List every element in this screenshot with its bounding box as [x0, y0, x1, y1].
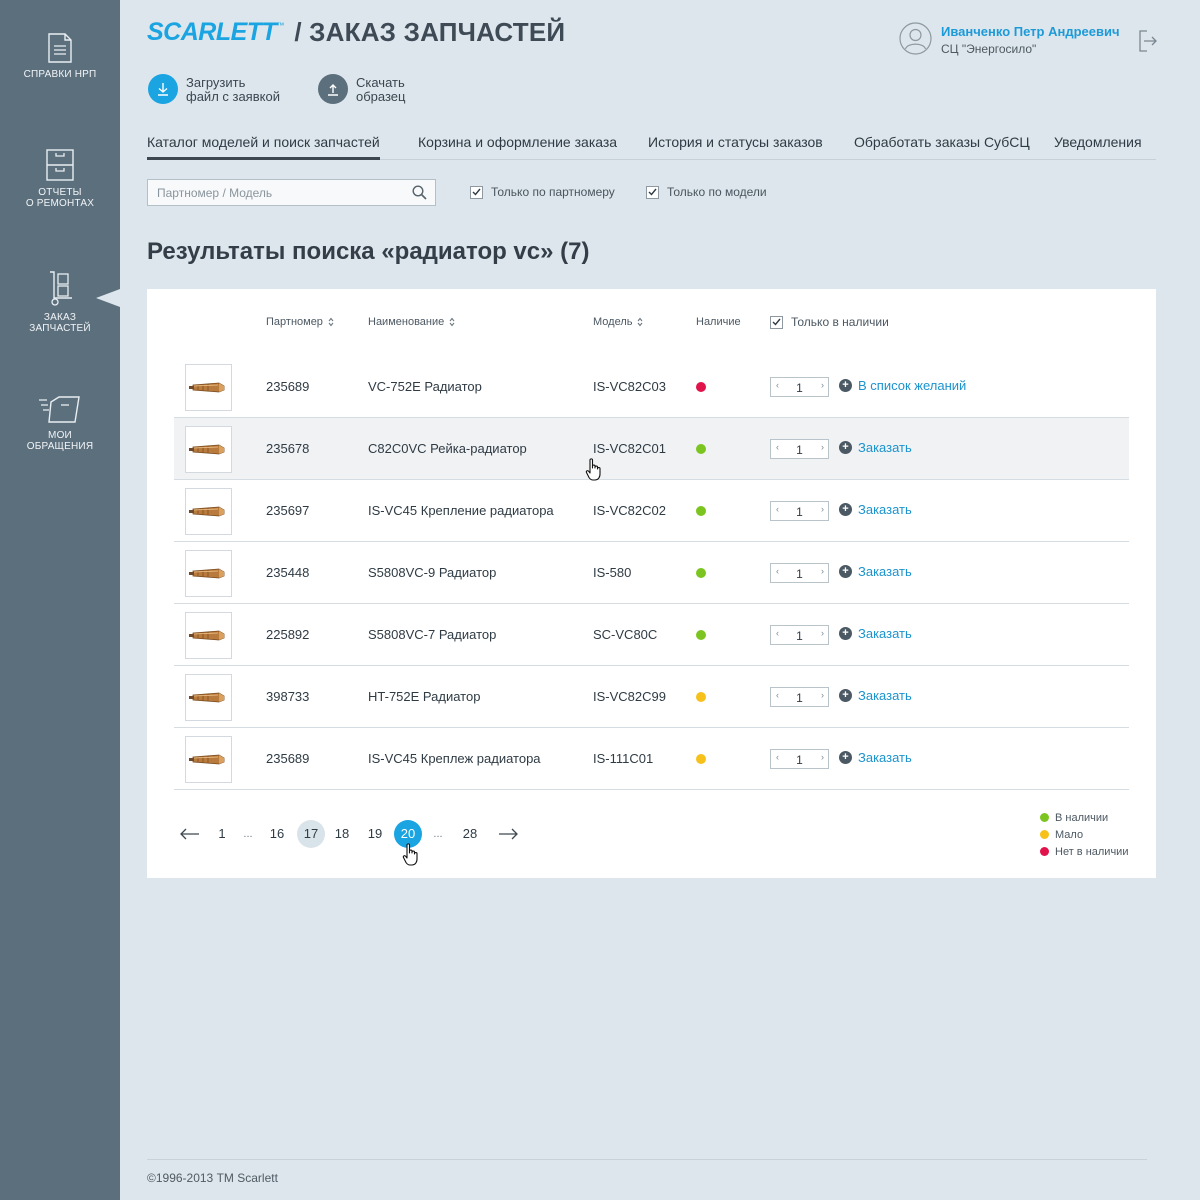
quantity-value[interactable]: 1: [796, 567, 803, 581]
plus-icon: +: [839, 441, 852, 454]
page-link[interactable]: 16: [269, 826, 285, 841]
sort-icon[interactable]: [637, 317, 643, 327]
cell-name: C82C0VC Рейка-радиатор: [368, 441, 527, 456]
only-partnumber-checkbox[interactable]: [470, 185, 615, 199]
availability-status-dot: [696, 692, 706, 702]
upload-icon: [148, 74, 178, 104]
cell-partnumber: 235448: [266, 565, 310, 580]
checkbox-box[interactable]: [646, 186, 659, 199]
cell-partnumber: 235689: [266, 379, 310, 394]
checkmark-icon: [648, 188, 657, 196]
search-icon[interactable]: [412, 185, 427, 200]
tray-icon: [37, 396, 83, 424]
decrement-chevron-icon[interactable]: ‹: [776, 752, 779, 762]
cabinet-icon: [45, 149, 75, 181]
availability-status-dot: [696, 754, 706, 764]
checkmark-icon: [472, 188, 481, 196]
order-action-label: Заказать: [858, 502, 912, 517]
only-model-label: Только по модели: [667, 185, 767, 199]
cell-model: IS-580: [593, 565, 632, 580]
sort-icon[interactable]: [449, 317, 455, 327]
only-available-checkbox[interactable]: [770, 315, 889, 329]
page-ellipsis: ...: [433, 828, 443, 840]
download-sample-icon: [318, 74, 348, 104]
user-profile[interactable]: [899, 22, 1120, 56]
part-thumbnail[interactable]: [185, 426, 232, 473]
cell-name: IS-VC45 Крепление радиатора: [368, 503, 554, 518]
user-name[interactable]: Иванченко Петр Андреевич: [941, 24, 1120, 39]
part-image: [186, 551, 231, 596]
increment-chevron-icon[interactable]: ›: [821, 380, 824, 390]
page-link[interactable]: 19: [367, 826, 383, 841]
cell-model: IS-VC82C01: [593, 441, 666, 456]
part-image: [186, 737, 231, 782]
search-box: [147, 179, 436, 206]
tab-subsc-orders[interactable]: Обработать заказы СубСЦ: [854, 134, 1030, 150]
order-action-label: Заказать: [858, 626, 912, 641]
cell-partnumber: 225892: [266, 627, 310, 642]
decrement-chevron-icon[interactable]: ‹: [776, 504, 779, 514]
table-row[interactable]: [174, 604, 1129, 666]
order-action-label: Заказать: [858, 564, 912, 579]
part-thumbnail[interactable]: [185, 736, 232, 783]
quantity-stepper[interactable]: [770, 749, 829, 769]
legend-item-low: [1040, 826, 1128, 843]
upload-order-file-button[interactable]: [148, 74, 280, 104]
quantity-value[interactable]: 1: [796, 505, 803, 519]
cell-model: SC-VC80C: [593, 627, 658, 642]
quantity-stepper[interactable]: [770, 439, 829, 459]
quantity-value[interactable]: 1: [796, 753, 803, 767]
part-image: [186, 675, 231, 720]
order-button[interactable]: [839, 688, 912, 703]
footer-copyright: ©1996-2013 ТМ Scarlett: [147, 1171, 278, 1185]
plus-icon: +: [839, 503, 852, 516]
order-action-label: Заказать: [858, 750, 912, 765]
quantity-stepper[interactable]: [770, 501, 829, 521]
cell-name: S5808VC-9 Радиатор: [368, 565, 497, 580]
results-heading: Результаты поиска «радиатор vc» (7): [147, 238, 590, 265]
quantity-stepper[interactable]: [770, 377, 829, 397]
legend-label: В наличии: [1055, 811, 1109, 824]
increment-chevron-icon[interactable]: ›: [821, 752, 824, 762]
results-panel: [147, 289, 1156, 878]
sort-icon[interactable]: [328, 317, 334, 327]
cell-name: IS-VC45 Креплеж радиатора: [368, 751, 541, 766]
checkmark-icon: [772, 318, 781, 326]
availability-status-dot: [696, 568, 706, 578]
order-action-label: Заказать: [858, 688, 912, 703]
column-header-label: Партномер: [266, 316, 323, 328]
order-action-label: Заказать: [858, 440, 912, 455]
availability-status-dot: [696, 630, 706, 640]
part-image: [186, 427, 231, 472]
page-header: [147, 17, 565, 47]
legend-item-in-stock: [1040, 809, 1128, 826]
hand-truck-icon: [45, 270, 75, 306]
sidebar-item-label: ЗАКАЗ ЗАПЧАСТЕЙ: [29, 312, 91, 334]
plus-icon: +: [839, 689, 852, 702]
part-image: [186, 489, 231, 534]
legend-item-out-of-stock: [1040, 843, 1128, 860]
availability-legend: [1040, 809, 1128, 860]
part-image: [186, 613, 231, 658]
only-partnumber-label: Только по партномеру: [491, 185, 615, 199]
tab-bar: [147, 134, 1156, 160]
legend-label: Нет в наличии: [1055, 845, 1129, 858]
cell-partnumber: 235689: [266, 751, 310, 766]
logout-icon[interactable]: [1138, 30, 1158, 52]
sidebar-active-indicator: [96, 289, 120, 307]
legend-dot: [1040, 830, 1049, 839]
tab-cart[interactable]: Корзина и оформление заказа: [418, 134, 618, 150]
column-header-partnumber[interactable]: [266, 316, 334, 328]
column-header-label: Модель: [593, 316, 633, 328]
plus-icon: +: [839, 751, 852, 764]
quantity-stepper[interactable]: [770, 625, 829, 645]
increment-chevron-icon[interactable]: ›: [821, 566, 824, 576]
cell-name: S5808VC-7 Радиатор: [368, 627, 497, 642]
legend-label: Мало: [1055, 828, 1084, 841]
sidebar-item-label: ОТЧЕТЫ О РЕМОНТАХ: [25, 187, 95, 209]
increment-chevron-icon[interactable]: ›: [821, 442, 824, 452]
decrement-chevron-icon[interactable]: ‹: [776, 442, 779, 452]
increment-chevron-icon[interactable]: ›: [821, 690, 824, 700]
plus-icon: +: [839, 379, 852, 392]
cell-model: IS-VC82C02: [593, 503, 666, 518]
availability-status-dot: [696, 444, 706, 454]
decrement-chevron-icon[interactable]: ‹: [776, 566, 779, 576]
table-row[interactable]: [174, 418, 1129, 480]
quantity-stepper[interactable]: [770, 563, 829, 583]
page-title: / ЗАКАЗ ЗАПЧАСТЕЙ: [294, 16, 566, 47]
part-thumbnail[interactable]: [185, 612, 232, 659]
page-link[interactable]: 1: [218, 826, 226, 841]
download-button-label: Скачать образец: [356, 75, 406, 104]
table-row[interactable]: [174, 728, 1129, 790]
part-thumbnail[interactable]: [185, 488, 232, 535]
quantity-value[interactable]: 1: [796, 629, 803, 643]
page-link[interactable]: 18: [334, 826, 350, 841]
cell-model: IS-VC82C99: [593, 689, 666, 704]
part-image: [186, 365, 231, 410]
part-thumbnail[interactable]: [185, 674, 232, 721]
page-ellipsis: ...: [243, 828, 253, 840]
prev-page-arrow-icon[interactable]: [179, 820, 201, 848]
cell-model: IS-VC82C03: [593, 379, 666, 394]
sidebar-item-my-requests[interactable]: [0, 396, 120, 452]
quantity-value[interactable]: 1: [796, 443, 803, 457]
tab-history[interactable]: История и статусы заказов: [648, 134, 823, 150]
sidebar: [0, 0, 120, 1200]
order-button[interactable]: [839, 750, 912, 765]
quantity-value[interactable]: 1: [796, 691, 803, 705]
order-button[interactable]: [839, 440, 912, 455]
page-link-current[interactable]: 17: [297, 820, 325, 848]
increment-chevron-icon[interactable]: ›: [821, 504, 824, 514]
column-header-name[interactable]: [368, 316, 455, 328]
cell-name: HT-752E Радиатор: [368, 689, 481, 704]
footer-divider: [147, 1159, 1147, 1160]
part-thumbnail[interactable]: [185, 550, 232, 597]
order-action-label: В список желаний: [858, 378, 967, 393]
sidebar-item-repair-reports[interactable]: [0, 149, 120, 209]
checkbox-box[interactable]: [470, 186, 483, 199]
table-row[interactable]: [174, 356, 1129, 418]
order-button[interactable]: [839, 626, 912, 641]
cell-model: IS-111C01: [593, 751, 654, 766]
search-input[interactable]: [148, 180, 398, 205]
table-row[interactable]: [174, 542, 1129, 604]
availability-status-dot: [696, 506, 706, 516]
decrement-chevron-icon[interactable]: ‹: [776, 628, 779, 638]
brand-logo[interactable]: SCARLETT: [147, 17, 277, 46]
upload-button-label: Загрузить файл с заявкой: [186, 75, 280, 104]
legend-dot: [1040, 847, 1049, 856]
document-icon: [47, 33, 73, 63]
download-sample-button[interactable]: [318, 74, 405, 104]
checkbox-box[interactable]: [770, 316, 783, 329]
quantity-value[interactable]: 1: [796, 381, 803, 395]
table-row[interactable]: [174, 666, 1129, 728]
cell-partnumber: 235678: [266, 441, 310, 456]
cell-partnumber: 235697: [266, 503, 310, 518]
sidebar-item-label: СПРАВКИ НРП: [23, 69, 97, 80]
sidebar-item-label: МОИ ОБРАЩЕНИЯ: [26, 430, 94, 452]
decrement-chevron-icon[interactable]: ‹: [776, 380, 779, 390]
cell-name: VC-752E Радиатор: [368, 379, 482, 394]
increment-chevron-icon[interactable]: ›: [821, 628, 824, 638]
quantity-stepper[interactable]: [770, 687, 829, 707]
user-avatar-icon: [899, 22, 932, 55]
tab-catalog[interactable]: Каталог моделей и поиск запчастей: [147, 134, 380, 160]
column-header-model[interactable]: [593, 316, 643, 328]
cell-partnumber: 398733: [266, 689, 310, 704]
page-link-selected[interactable]: 20: [394, 820, 422, 848]
plus-icon: +: [839, 627, 852, 640]
column-header-label: Наименование: [368, 316, 445, 328]
order-button[interactable]: [839, 564, 912, 579]
only-available-label: Только в наличии: [791, 315, 889, 329]
page-link[interactable]: 28: [462, 826, 478, 841]
next-page-arrow-icon[interactable]: [497, 820, 519, 848]
table-row[interactable]: [174, 480, 1129, 542]
legend-dot: [1040, 813, 1049, 822]
trademark-mark: ™: [276, 20, 285, 30]
user-organization: СЦ "Энергосило": [941, 42, 1037, 56]
column-header-availability: Наличие: [696, 316, 741, 328]
decrement-chevron-icon[interactable]: ‹: [776, 690, 779, 700]
only-model-checkbox[interactable]: [646, 185, 767, 199]
add-to-wishlist-button[interactable]: [839, 378, 966, 393]
tab-notifications[interactable]: Уведомления: [1054, 134, 1142, 150]
sidebar-item-reports-nrp[interactable]: [0, 33, 120, 80]
order-button[interactable]: [839, 502, 912, 517]
part-thumbnail[interactable]: [185, 364, 232, 411]
availability-status-dot: [696, 382, 706, 392]
plus-icon: +: [839, 565, 852, 578]
